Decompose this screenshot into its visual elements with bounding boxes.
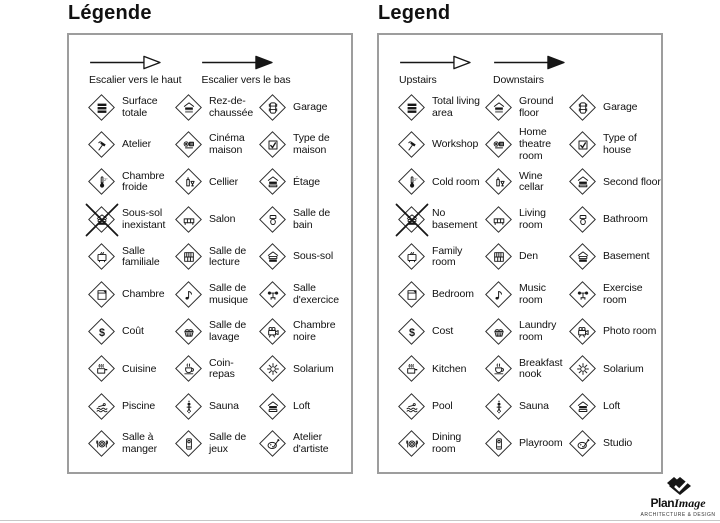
- legend-panel-english: [377, 2, 663, 474]
- arrow-label: Downstairs: [493, 74, 544, 86]
- legend-item: [258, 313, 354, 350]
- legend-item: [174, 313, 258, 350]
- arrow-label: Escalier vers le bas: [201, 74, 291, 86]
- legend-item: [174, 426, 258, 463]
- legend-item-label: Salle de lavage: [209, 319, 247, 344]
- legend-box-english: [377, 33, 663, 474]
- legend-item: [568, 276, 664, 313]
- hammer-icon: [87, 130, 117, 160]
- legend-item: [397, 239, 484, 276]
- stairs-down-filled-arrow-group: [493, 54, 567, 86]
- svg-text:$: $: [98, 326, 106, 339]
- playroom-icon: [484, 429, 514, 459]
- projector-icon: [484, 130, 514, 160]
- legend-item-label: Rez-de-chaussée: [209, 94, 254, 119]
- legend-item: [568, 426, 664, 463]
- legend-item: [397, 164, 484, 201]
- legend-item: [87, 351, 174, 388]
- legend-item-label: Home theatre room: [519, 126, 551, 162]
- legend-item-label: Salle de musique: [209, 281, 248, 306]
- tv-icon: [87, 242, 117, 272]
- legend-item: [397, 89, 484, 126]
- legend-item-label: Sauna: [209, 399, 239, 412]
- legend-item: [484, 239, 568, 276]
- logo-subtext: ARCHITECTURE & DESIGN: [640, 512, 716, 518]
- legend-item: [484, 313, 568, 350]
- stairs-up-hollow-arrow-group: [89, 54, 181, 86]
- legend-item-label: Chambre froide: [122, 169, 165, 194]
- legend-item-label: Family room: [432, 244, 463, 269]
- barbell-icon: [568, 280, 598, 310]
- dining-plate-icon: [87, 429, 117, 459]
- legend-item: [568, 89, 664, 126]
- legend-item-label: Living room: [519, 207, 546, 231]
- legend-item-label: Breakfast nook: [519, 356, 563, 381]
- legend-item: [258, 276, 354, 313]
- legend-item-label: No basement: [432, 207, 478, 231]
- legend-item-label: Garage: [603, 100, 638, 113]
- legend-item-label: Bathroom: [603, 212, 648, 225]
- loft-floor-icon: [568, 392, 598, 422]
- legend-item-label: Salle de bain: [293, 207, 331, 231]
- legend-item-label: Sauna: [519, 399, 549, 412]
- bookshelf-icon: [174, 242, 204, 272]
- legend-item-label: Salon: [209, 212, 236, 225]
- bookshelf-icon: [484, 242, 514, 272]
- legend-item-label: Salle familiale: [122, 244, 160, 269]
- legend-item: [258, 126, 354, 163]
- legend-item: [87, 388, 174, 425]
- legend-item-label: Solarium: [603, 362, 644, 375]
- legend-item-label: Loft: [603, 399, 621, 412]
- legend-item: [258, 388, 354, 425]
- legend-item: [87, 426, 174, 463]
- legend-item-label: Exercise room: [603, 281, 643, 306]
- legend-item-label: Pool: [432, 399, 453, 412]
- legend-item-label: Salle à manger: [122, 431, 158, 456]
- barbell-icon: [258, 280, 288, 310]
- legend-item: [87, 164, 174, 201]
- arrow-label: Upstairs: [399, 74, 437, 86]
- legend-item-label: Type of house: [603, 132, 637, 157]
- sauna-person-icon: [174, 392, 204, 422]
- legend-item-label: Garage: [293, 100, 328, 113]
- svg-text:2°: 2°: [104, 178, 108, 183]
- legend-item-label: Chambre: [122, 287, 165, 300]
- legend-item-label: Den: [519, 250, 538, 263]
- legend-item-label: Bedroom: [432, 287, 474, 300]
- second-floor-icon: [568, 167, 598, 197]
- cooking-pot-icon: [397, 354, 427, 384]
- legend-item: [568, 313, 664, 350]
- logo-text-image: Image: [674, 495, 706, 510]
- projector-icon: [174, 130, 204, 160]
- legend-item-label: Sous-sol: [293, 250, 334, 263]
- ground-floor-icon: [174, 93, 204, 123]
- legend-item: [174, 164, 258, 201]
- legend-item-label: Cinéma maison: [209, 132, 245, 157]
- legend-item-label: Kitchen: [432, 362, 467, 375]
- legend-item: [397, 126, 484, 163]
- cross-out-mark: [85, 203, 119, 237]
- legend-item-label: Étage: [293, 175, 320, 188]
- house-check-icon: [568, 130, 598, 160]
- basement-floor-icon: [568, 242, 598, 272]
- legend-item-label: Total living area: [432, 94, 480, 119]
- legend-item-label: Studio: [603, 437, 633, 450]
- stair-arrows-english: [379, 35, 661, 86]
- legend-item: [174, 201, 258, 238]
- legend-item: [87, 126, 174, 163]
- basement-floor-icon: [258, 242, 288, 272]
- legend-item: [174, 276, 258, 313]
- wine-icon: [174, 167, 204, 197]
- legend-panel-french: [67, 2, 353, 474]
- legend-item: [87, 89, 174, 126]
- sofa-icon: [484, 205, 514, 235]
- legend-item-label: Dining room: [432, 431, 462, 456]
- legend-item: [568, 126, 664, 163]
- legend-item: [397, 388, 484, 425]
- cross-out-mark: [395, 203, 429, 237]
- sun-icon: [568, 354, 598, 384]
- legend-item: [568, 388, 664, 425]
- second-floor-icon: [258, 167, 288, 197]
- legend-item: [484, 126, 568, 163]
- legend-item: [397, 201, 484, 238]
- total-area-icon: [87, 93, 117, 123]
- legend-item-label: Second floor: [603, 175, 661, 188]
- dollar-icon: [87, 317, 117, 347]
- legend-item: [484, 351, 568, 388]
- legend-item-label: Cellier: [209, 175, 239, 188]
- legend-item-label: Photo room: [603, 325, 657, 338]
- sauna-person-icon: [484, 392, 514, 422]
- sun-icon: [258, 354, 288, 384]
- legend-item-label: Surface totale: [122, 94, 158, 119]
- total-area-icon: [397, 93, 427, 123]
- legend-item-label: Type de maison: [293, 132, 330, 157]
- thermometer-icon: [87, 167, 117, 197]
- legend-item: [174, 388, 258, 425]
- arrow-label: Escalier vers le haut: [89, 74, 182, 86]
- legend-item: [484, 201, 568, 238]
- legend-item-label: Salle de jeux: [209, 431, 247, 456]
- laundry-basket-icon: [484, 317, 514, 347]
- legend-item-label: Ground floor: [519, 94, 554, 119]
- coffee-cup-icon: [174, 354, 204, 384]
- legend-item-label: Atelier d'artiste: [293, 431, 329, 456]
- music-note-icon: [174, 280, 204, 310]
- legend-item: [87, 313, 174, 350]
- garage-car-icon: [258, 93, 288, 123]
- garage-car-icon: [568, 93, 598, 123]
- panel-title-french: Légende: [68, 2, 152, 24]
- cooking-pot-icon: [87, 354, 117, 384]
- hollow-arrow-icon: [89, 54, 163, 71]
- legend-item-label: Cold room: [432, 175, 480, 188]
- legend-item: [258, 201, 354, 238]
- legend-item-label: Basement: [603, 250, 650, 263]
- legend-item-label: Wine cellar: [519, 169, 544, 194]
- music-note-icon: [484, 280, 514, 310]
- legend-item: [484, 164, 568, 201]
- legend-grid-french: [69, 89, 351, 463]
- sofa-icon: [174, 205, 204, 235]
- legend-item: [568, 164, 664, 201]
- panel-title-english: Legend: [378, 2, 451, 24]
- wine-icon: [484, 167, 514, 197]
- no-basement-icon: [397, 205, 427, 235]
- legend-item: [87, 276, 174, 313]
- legend-item-label: Chambre noire: [293, 319, 336, 344]
- house-check-icon: [258, 130, 288, 160]
- legend-box-french: [67, 33, 353, 474]
- movie-camera-icon: [568, 317, 598, 347]
- legend-item-label: Atelier: [122, 138, 152, 151]
- legend-item-label: Cuisine: [122, 362, 157, 375]
- tv-icon: [397, 242, 427, 272]
- palette-icon: [258, 429, 288, 459]
- legend-item: [397, 276, 484, 313]
- legend-item-label: Cost: [432, 325, 454, 338]
- thermometer-icon: [397, 167, 427, 197]
- legend-item-label: Coin-repas: [209, 356, 235, 381]
- coffee-cup-icon: [484, 354, 514, 384]
- planimage-logo: [639, 475, 717, 519]
- pool-icon: [87, 392, 117, 422]
- legend-item-label: Loft: [293, 399, 311, 412]
- legend-item: [397, 426, 484, 463]
- legend-item: [568, 201, 664, 238]
- legend-item-label: Sous-sol inexistant: [122, 207, 166, 231]
- stair-arrows-french: [69, 35, 351, 86]
- legend-item-label: Salle de lecture: [209, 244, 247, 269]
- legend-item: [258, 89, 354, 126]
- legend-item-label: Piscine: [122, 399, 156, 412]
- filled-arrow-icon: [493, 54, 567, 71]
- legend-item: [174, 351, 258, 388]
- svg-text:2°: 2°: [414, 178, 418, 183]
- hollow-arrow-icon: [399, 54, 473, 71]
- legend-item: [174, 239, 258, 276]
- legend-item: [484, 426, 568, 463]
- filled-arrow-icon: [201, 54, 275, 71]
- laundry-basket-icon: [174, 317, 204, 347]
- legend-item: [174, 126, 258, 163]
- legend-item: [258, 164, 354, 201]
- dining-plate-icon: [397, 429, 427, 459]
- dollar-icon: [397, 317, 427, 347]
- planimage-logo-text: [639, 494, 717, 512]
- toilet-icon: [568, 205, 598, 235]
- playroom-icon: [174, 429, 204, 459]
- legend-item: [568, 351, 664, 388]
- logo-text-plan: Plan: [650, 495, 675, 510]
- legend-item: [258, 426, 354, 463]
- no-basement-icon: [87, 205, 117, 235]
- ground-floor-icon: [484, 93, 514, 123]
- legend-item: [484, 276, 568, 313]
- legend-item: [174, 89, 258, 126]
- svg-text:$: $: [408, 326, 416, 339]
- legend-item-label: Salle d'exercice: [293, 281, 339, 306]
- toilet-icon: [258, 205, 288, 235]
- legend-item: [568, 239, 664, 276]
- legend-item-label: Workshop: [432, 138, 479, 151]
- bed-icon: [87, 280, 117, 310]
- legend-item-label: Playroom: [519, 437, 563, 450]
- bed-icon: [397, 280, 427, 310]
- loft-floor-icon: [258, 392, 288, 422]
- legend-grid-english: [379, 89, 661, 463]
- legend-item-label: Laundry room: [519, 319, 557, 344]
- legend-item: [87, 239, 174, 276]
- legend-item: [397, 313, 484, 350]
- palette-icon: [568, 429, 598, 459]
- movie-camera-icon: [258, 317, 288, 347]
- hammer-icon: [397, 130, 427, 160]
- legend-item-label: Music room: [519, 281, 546, 306]
- page-bottom-divider: [0, 520, 720, 521]
- legend-item-label: Coût: [122, 325, 144, 338]
- legend-item: [87, 201, 174, 238]
- legend-item: [484, 89, 568, 126]
- legend-item: [258, 239, 354, 276]
- legend-item: [258, 351, 354, 388]
- stairs-up-hollow-arrow-group: [399, 54, 473, 86]
- legend-item-label: Solarium: [293, 362, 334, 375]
- legend-item: [484, 388, 568, 425]
- pool-icon: [397, 392, 427, 422]
- legend-item: [397, 351, 484, 388]
- stairs-down-filled-arrow-group: [201, 54, 290, 86]
